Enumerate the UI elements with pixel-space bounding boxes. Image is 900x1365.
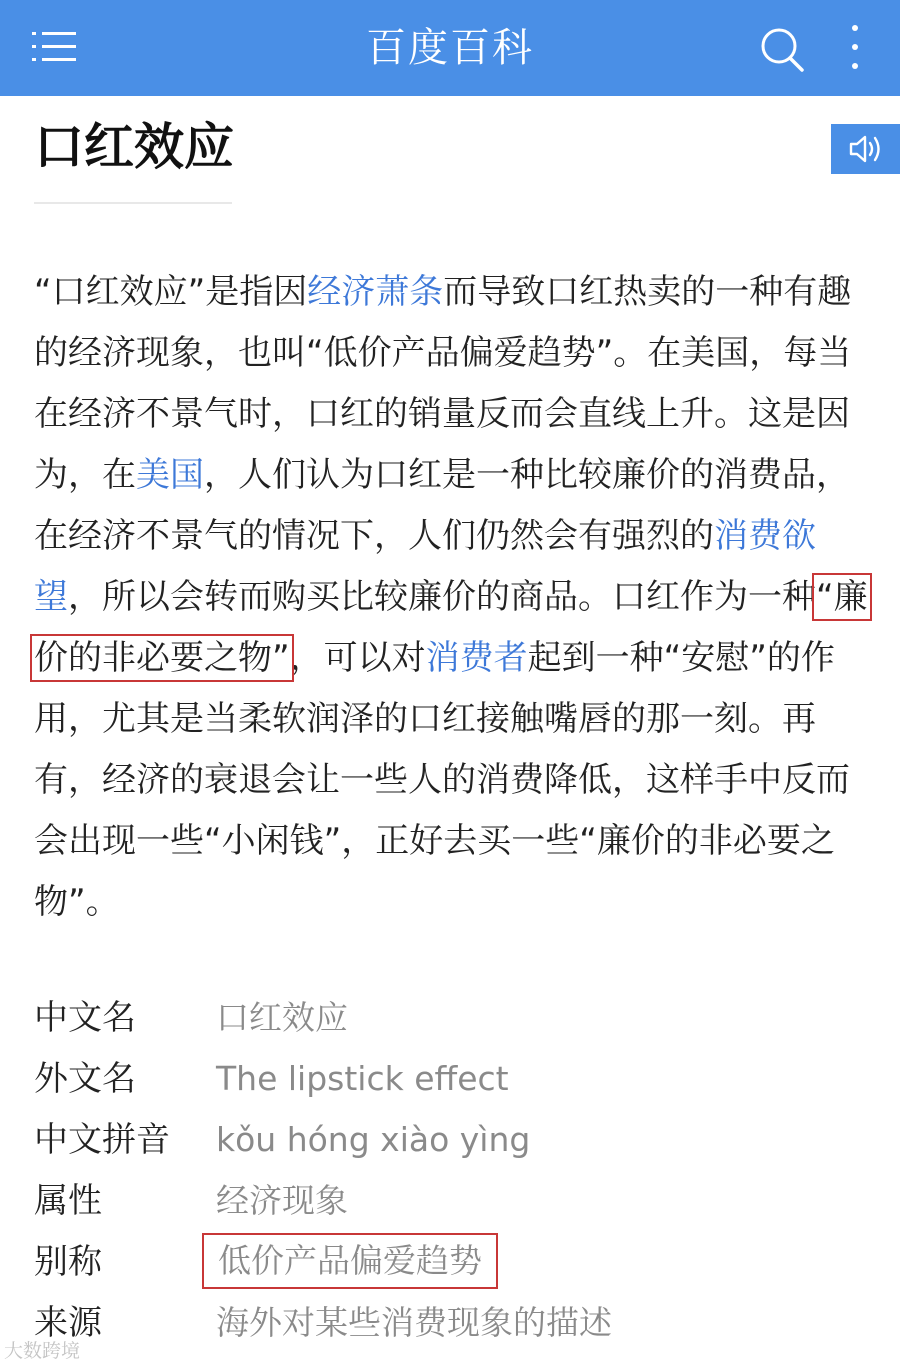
more-vertical-icon[interactable] bbox=[840, 22, 870, 74]
summary-text-2: 而导致口红热卖的一种有趣的经济现象，也叫“低价产品偏爱趋势”。在美国，每当在经济不景气时，口红的销量反而会直线上升。这是因为，在 bbox=[34, 272, 852, 495]
info-label: 外文名 bbox=[34, 1059, 136, 1099]
link-usa[interactable]: 美国 bbox=[136, 455, 204, 495]
summary-text-1: “口红效应”是指因 bbox=[34, 272, 308, 312]
app-title: 百度百科 bbox=[366, 25, 534, 71]
info-row-foreign-name bbox=[34, 1048, 874, 1109]
info-row-alias bbox=[34, 1231, 874, 1292]
info-label: 中文名 bbox=[34, 998, 136, 1038]
summary-text-3: ，人们认为口红是一种比较廉价的消费品，在经济不景气的情况下，人们仍然会有强烈的 bbox=[34, 455, 850, 556]
link-consumer[interactable]: 消费者 bbox=[425, 638, 528, 678]
info-value: The lipstick effect bbox=[216, 1059, 509, 1098]
link-consumer-desire[interactable]: 消费欲望 bbox=[34, 516, 816, 617]
info-value: 经济现象 bbox=[216, 1181, 348, 1220]
highlighted-phrase: “廉价的非必要之物” bbox=[34, 577, 868, 678]
top-bar bbox=[0, 0, 900, 96]
info-value: 海外对某些消费现象的描述 bbox=[216, 1303, 612, 1342]
info-row-source bbox=[34, 1292, 874, 1353]
info-label: 别称 bbox=[34, 1242, 102, 1282]
summary-text-4: ，所以会转而购买比较廉价的商品。口红作为一种 bbox=[68, 577, 816, 617]
info-row-chinese-name bbox=[34, 987, 874, 1048]
info-label: 属性 bbox=[34, 1181, 102, 1221]
summary-paragraph bbox=[34, 262, 874, 933]
info-value: 口红效应 bbox=[216, 998, 348, 1037]
info-label: 来源 bbox=[34, 1303, 102, 1343]
info-row-attribute bbox=[34, 1170, 874, 1231]
info-value-highlighted: 低价产品偏爱趋势 bbox=[202, 1233, 498, 1289]
watermark: 大数跨境 bbox=[4, 1341, 81, 1362]
link-economic-depression[interactable]: 经济萧条 bbox=[307, 272, 444, 312]
summary-text-6: 起到一种“安慰”的作用，尤其是当柔软润泽的口红接触嘴唇的那一刻。再有，经济的衰退会让一些人的消费降低，这样手中反而会出现一些“小闲钱”，正好去买一些“廉价的非必要之物”。 bbox=[34, 638, 850, 922]
audio-play-button[interactable] bbox=[831, 124, 900, 174]
info-value: kǒu hóng xiào yìng bbox=[216, 1120, 531, 1159]
info-label: 中文拼音 bbox=[34, 1120, 170, 1160]
basic-info-table bbox=[34, 987, 874, 1353]
info-row-pinyin bbox=[34, 1109, 874, 1170]
page-title: 口红效应 bbox=[34, 118, 234, 176]
speaker-icon bbox=[831, 124, 900, 174]
title-divider bbox=[34, 202, 232, 204]
search-icon[interactable] bbox=[754, 24, 810, 74]
summary-text-5: ，可以对 bbox=[289, 638, 426, 678]
hamburger-menu-icon[interactable] bbox=[28, 26, 78, 68]
